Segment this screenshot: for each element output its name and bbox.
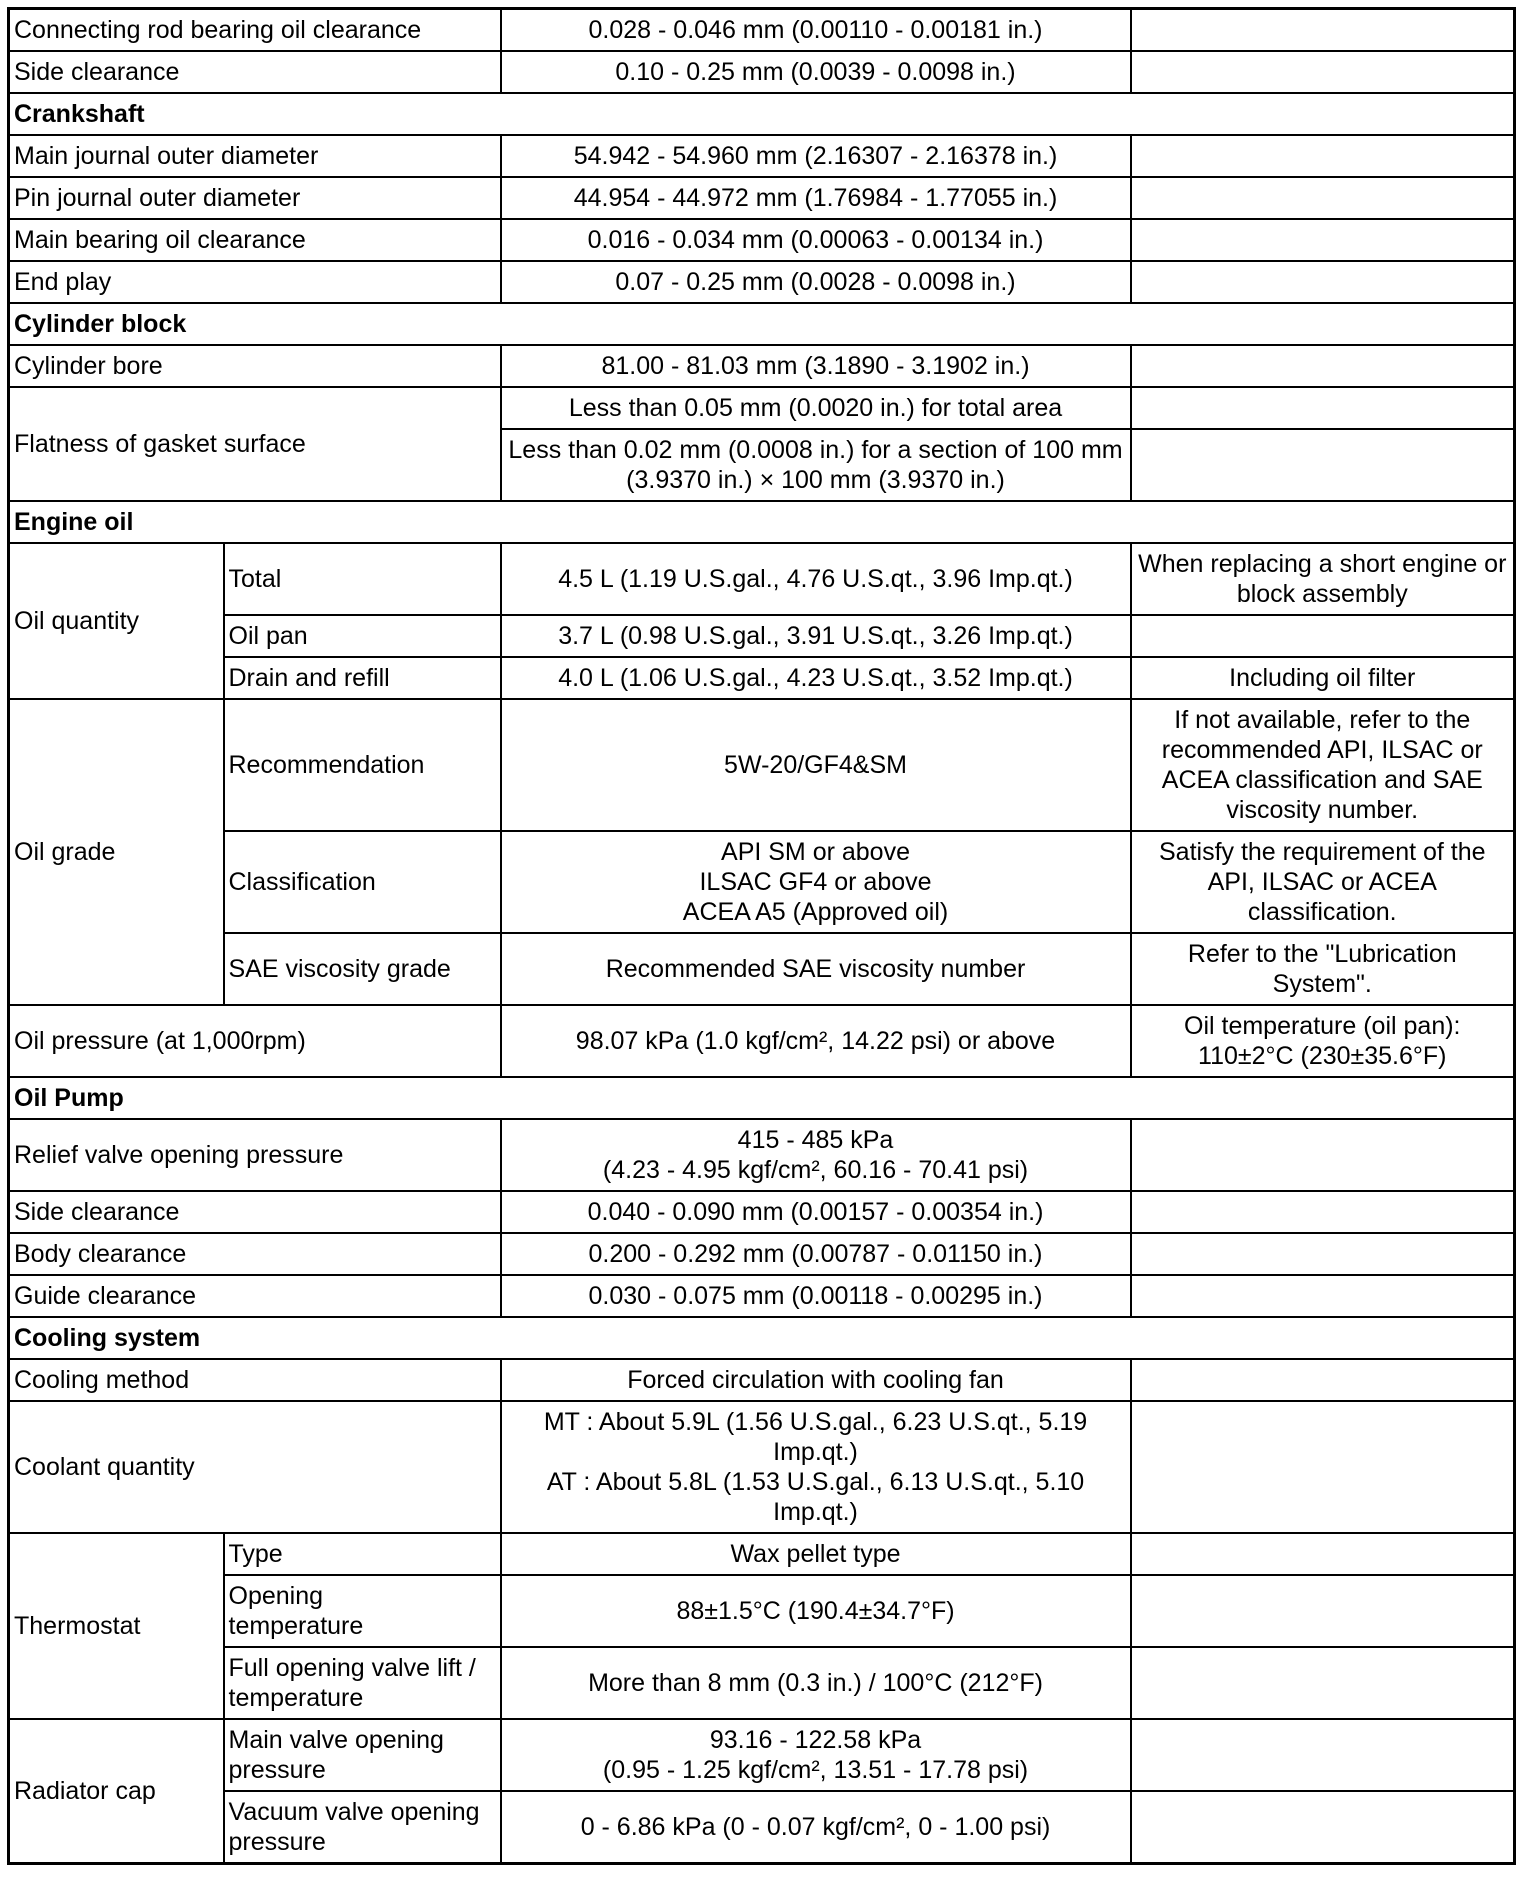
spec-label: End play xyxy=(9,261,501,303)
spec-value: 0.030 - 0.075 mm (0.00118 - 0.00295 in.) xyxy=(501,1275,1131,1317)
spec-remark: Refer to the "Lubrication System". xyxy=(1131,933,1515,1005)
table-row xyxy=(9,543,1515,615)
table-row xyxy=(9,831,1515,933)
spec-label: Full opening valve lift / temperature xyxy=(224,1647,501,1719)
spec-value: 0.016 - 0.034 mm (0.00063 - 0.00134 in.) xyxy=(501,219,1131,261)
section-heading-cooling-system: Cooling system xyxy=(9,1317,1515,1359)
spec-remark: Satisfy the requirement of the API, ILSAC or ACEA classification. xyxy=(1131,831,1515,933)
spec-remark xyxy=(1131,1401,1515,1533)
spec-value: 0.040 - 0.090 mm (0.00157 - 0.00354 in.) xyxy=(501,1191,1131,1233)
table-row xyxy=(9,1275,1515,1317)
group-label: Oil grade xyxy=(9,699,224,1005)
spec-value: Recommended SAE viscosity number xyxy=(501,933,1131,1005)
spec-remark xyxy=(1131,387,1515,429)
spec-remark xyxy=(1131,1533,1515,1575)
table-row xyxy=(9,1119,1515,1191)
table-row xyxy=(9,1647,1515,1719)
section-heading-crankshaft: Crankshaft xyxy=(9,93,1515,135)
table-row xyxy=(9,615,1515,657)
spec-label: Total xyxy=(224,543,501,615)
spec-label: Main journal outer diameter xyxy=(9,135,501,177)
spec-remark xyxy=(1131,219,1515,261)
spec-value: 81.00 - 81.03 mm (3.1890 - 3.1902 in.) xyxy=(501,345,1131,387)
table-row xyxy=(9,345,1515,387)
spec-label: Drain and refill xyxy=(224,657,501,699)
spec-label: SAE viscosity grade xyxy=(224,933,501,1005)
table-row xyxy=(9,9,1515,52)
spec-value: MT : About 5.9L (1.56 U.S.gal., 6.23 U.S.qt., 5.19 Imp.qt.) AT : About 5.8L (1.53 U.S.gal., 6.13 U.S.qt., 5.10 Imp.qt.) xyxy=(501,1401,1131,1533)
spec-remark xyxy=(1131,1791,1515,1864)
spec-label: Side clearance xyxy=(9,51,501,93)
spec-label: Coolant quantity xyxy=(9,1401,501,1533)
table-row xyxy=(9,1719,1515,1791)
spec-label: Main bearing oil clearance xyxy=(9,219,501,261)
spec-value: 0 - 6.86 kPa (0 - 0.07 kgf/cm², 0 - 1.00 psi) xyxy=(501,1791,1131,1864)
spec-remark xyxy=(1131,1719,1515,1791)
section-heading-engine-oil: Engine oil xyxy=(9,501,1515,543)
spec-value: More than 8 mm (0.3 in.) / 100°C (212°F) xyxy=(501,1647,1131,1719)
table-row xyxy=(9,135,1515,177)
spec-remark: Including oil filter xyxy=(1131,657,1515,699)
table-row xyxy=(9,219,1515,261)
spec-label: Vacuum valve opening pressure xyxy=(224,1791,501,1864)
table-row xyxy=(9,1533,1515,1575)
spec-label: Type xyxy=(224,1533,501,1575)
table-row xyxy=(9,1401,1515,1533)
spec-label: Recommendation xyxy=(224,699,501,831)
spec-label: Body clearance xyxy=(9,1233,501,1275)
spec-remark xyxy=(1131,51,1515,93)
section-row xyxy=(9,1077,1515,1119)
spec-value: API SM or above ILSAC GF4 or above ACEA A5 (Approved oil) xyxy=(501,831,1131,933)
table-row xyxy=(9,1575,1515,1647)
spec-remark xyxy=(1131,1233,1515,1275)
spec-label: Opening temperature xyxy=(224,1575,501,1647)
spec-label: Pin journal outer diameter xyxy=(9,177,501,219)
table-row xyxy=(9,51,1515,93)
spec-label: Cylinder bore xyxy=(9,345,501,387)
spec-remark xyxy=(1131,1647,1515,1719)
spec-value: Less than 0.02 mm (0.0008 in.) for a section of 100 mm (3.9370 in.) × 100 mm (3.9370 in.) xyxy=(501,429,1131,501)
spec-label: Side clearance xyxy=(9,1191,501,1233)
spec-remark xyxy=(1131,9,1515,52)
spec-label: Relief valve opening pressure xyxy=(9,1119,501,1191)
group-label: Oil quantity xyxy=(9,543,224,699)
spec-remark xyxy=(1131,135,1515,177)
spec-value: 0.10 - 0.25 mm (0.0039 - 0.0098 in.) xyxy=(501,51,1131,93)
spec-value: 4.0 L (1.06 U.S.gal., 4.23 U.S.qt., 3.52 Imp.qt.) xyxy=(501,657,1131,699)
spec-remark xyxy=(1131,177,1515,219)
spec-label: Flatness of gasket surface xyxy=(9,387,501,501)
spec-remark xyxy=(1131,429,1515,501)
table-row xyxy=(9,1005,1515,1077)
spec-remark xyxy=(1131,1575,1515,1647)
spec-value: 0.200 - 0.292 mm (0.00787 - 0.01150 in.) xyxy=(501,1233,1131,1275)
spec-value: Forced circulation with cooling fan xyxy=(501,1359,1131,1401)
spec-remark xyxy=(1131,345,1515,387)
spec-label: Oil pressure (at 1,000rpm) xyxy=(9,1005,501,1077)
spec-label: Cooling method xyxy=(9,1359,501,1401)
spec-label: Guide clearance xyxy=(9,1275,501,1317)
spec-value: 415 - 485 kPa (4.23 - 4.95 kgf/cm², 60.16 - 70.41 psi) xyxy=(501,1119,1131,1191)
specification-table xyxy=(7,7,1516,1865)
section-row xyxy=(9,93,1515,135)
spec-remark xyxy=(1131,1275,1515,1317)
spec-remark: When replacing a short engine or block assembly xyxy=(1131,543,1515,615)
spec-remark xyxy=(1131,1191,1515,1233)
spec-label: Classification xyxy=(224,831,501,933)
spec-value: 5W-20/GF4&SM xyxy=(501,699,1131,831)
table-row xyxy=(9,1233,1515,1275)
table-row xyxy=(9,261,1515,303)
spec-value: 93.16 - 122.58 kPa (0.95 - 1.25 kgf/cm², 13.51 - 17.78 psi) xyxy=(501,1719,1131,1791)
section-row xyxy=(9,501,1515,543)
spec-label: Connecting rod bearing oil clearance xyxy=(9,9,501,52)
spec-value: Less than 0.05 mm (0.0020 in.) for total area xyxy=(501,387,1131,429)
table-row xyxy=(9,387,1515,429)
group-label: Radiator cap xyxy=(9,1719,224,1864)
spec-label: Main valve opening pressure xyxy=(224,1719,501,1791)
spec-remark xyxy=(1131,615,1515,657)
spec-remark xyxy=(1131,1359,1515,1401)
table-row xyxy=(9,1191,1515,1233)
spec-remark xyxy=(1131,261,1515,303)
table-row xyxy=(9,177,1515,219)
spec-value: 0.028 - 0.046 mm (0.00110 - 0.00181 in.) xyxy=(501,9,1131,52)
spec-value: 98.07 kPa (1.0 kgf/cm², 14.22 psi) or above xyxy=(501,1005,1131,1077)
table-row xyxy=(9,1359,1515,1401)
table-row xyxy=(9,657,1515,699)
table-row xyxy=(9,1791,1515,1864)
spec-value: 3.7 L (0.98 U.S.gal., 3.91 U.S.qt., 3.26 Imp.qt.) xyxy=(501,615,1131,657)
spec-remark xyxy=(1131,1119,1515,1191)
spec-value: Wax pellet type xyxy=(501,1533,1131,1575)
spec-label: Oil pan xyxy=(224,615,501,657)
section-row xyxy=(9,303,1515,345)
section-row xyxy=(9,1317,1515,1359)
spec-value: 88±1.5°C (190.4±34.7°F) xyxy=(501,1575,1131,1647)
group-label: Thermostat xyxy=(9,1533,224,1719)
spec-value: 54.942 - 54.960 mm (2.16307 - 2.16378 in.) xyxy=(501,135,1131,177)
section-heading-oil-pump: Oil Pump xyxy=(9,1077,1515,1119)
spec-remark: If not available, refer to the recommended API, ILSAC or ACEA classification and SAE viscosity number. xyxy=(1131,699,1515,831)
section-heading-cylinder-block: Cylinder block xyxy=(9,303,1515,345)
spec-value: 4.5 L (1.19 U.S.gal., 4.76 U.S.qt., 3.96 Imp.qt.) xyxy=(501,543,1131,615)
table-row xyxy=(9,933,1515,1005)
spec-value: 0.07 - 0.25 mm (0.0028 - 0.0098 in.) xyxy=(501,261,1131,303)
spec-remark: Oil temperature (oil pan): 110±2°C (230±35.6°F) xyxy=(1131,1005,1515,1077)
spec-value: 44.954 - 44.972 mm (1.76984 - 1.77055 in.) xyxy=(501,177,1131,219)
table-row xyxy=(9,699,1515,831)
